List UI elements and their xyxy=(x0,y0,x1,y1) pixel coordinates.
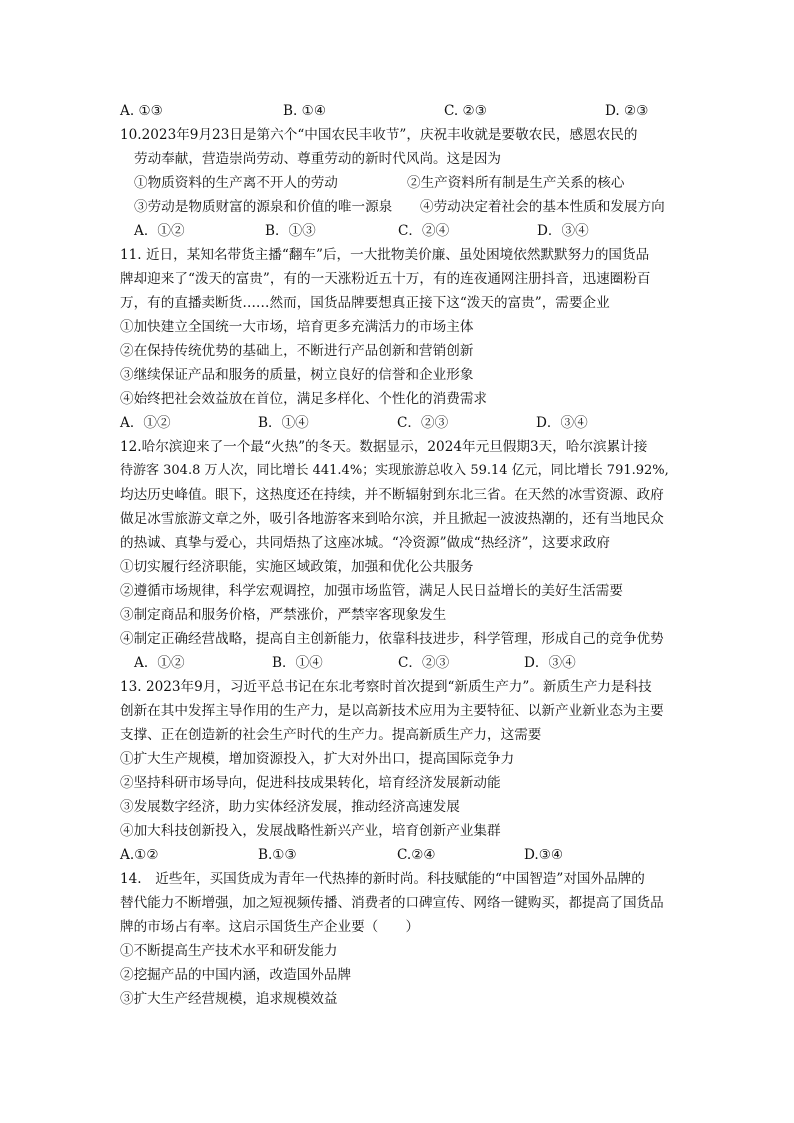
q10-stem-line-1: 10.2023年9月23日是第六个“中国农民丰收节”，庆祝丰收就是要敬农民，感恩农民的 xyxy=(120,127,638,143)
q11-stem-line-1: 11. 近日，某知名带货主播“翻车”后，一大批物美价廉、虽处困境依然默默努力的国货品 xyxy=(120,247,650,263)
q10-option-b: B．①③ xyxy=(265,223,316,239)
q12-stem-line-2: 待游客 304.8 万人次，同比增长 441.4%；实现旅游总收入 59.14 亿元，同比增长 791.92%, xyxy=(120,463,669,478)
q14-item-1: ①不断提高生产技术水平和研发能力 xyxy=(120,943,338,959)
q11-stem-line-2: 牌却迎来了“泼天的富贵”，有的一天涨粉近五十万，有的连夜通网注册抖音，迅速圈粉百 xyxy=(120,271,651,287)
q10-item-4: ④劳动决定着社会的基本性质和发展方向 xyxy=(420,199,665,215)
q14-stem-line-1: 14. 近些年，买国货成为青年一代热捧的新时尚。科技赋能的“中国智造”对国外品牌的 xyxy=(120,871,645,887)
q12-item-1: ①切实履行经济职能，实施区域政策，加强和优化公共服务 xyxy=(120,559,474,575)
q11-item-2: ②在保持传统优势的基础上，不断进行产品创新和营销创新 xyxy=(120,343,474,359)
q11-option-c: C．②③ xyxy=(397,415,449,431)
q9-option-d: D. ②③ xyxy=(605,103,649,119)
q12-item-3: ③制定商品和服务价格，严禁涨价，严禁宰客现象发生 xyxy=(120,607,447,623)
q12-stem-line-5: 的热诚、真挚与爱心，共同焐热了这座冰城。“冷资源”做成“热经济”，这要求政府 xyxy=(120,535,610,551)
q10-item-2: ②生产资料所有制是生产关系的核心 xyxy=(407,175,625,191)
q11-option-a: A．①② xyxy=(120,415,171,431)
q9-option-c: C. ②③ xyxy=(444,103,487,119)
q14-stem-line-2: 替代能力不断增强，加之短视频传播、消费者的口碑宣传、网络一键购买，都提高了国货品 xyxy=(120,895,664,911)
q12-option-a: A．①② xyxy=(134,655,185,671)
q12-stem-line-3: 均达历史峰值。眼下，这热度还在持续，并不断辐射到东北三省。在天然的冰雪资源、政府 xyxy=(120,487,664,503)
q14-item-3: ③扩大生产经营规模，追求规模效益 xyxy=(120,991,338,1007)
q13-item-1: ①扩大生产规模，增加资源投入，扩大对外出口，提高国际竞争力 xyxy=(120,751,515,767)
q13-stem-line-2: 创新在其中发挥主导作用的生产力，是以高新技术应用为主要特征、以新产业新业态为主要 xyxy=(120,703,664,719)
q12-option-c: C．②③ xyxy=(398,655,450,671)
q10-stem-line-2: 劳动奉献，营造崇尚劳动、尊重劳动的新时代风尚。这是因为 xyxy=(134,151,502,167)
q14-stem-line-3: 牌的市场占有率。这启示国货生产企业要（ ） xyxy=(120,919,420,935)
q11-item-1: ①加快建立全国统一大市场，培育更多充满活力的市场主体 xyxy=(120,319,474,335)
q11-stem-line-3: 万，有的直播卖断货……然而，国货品牌要想真正接下这“泼天的富贵”，需要企业 xyxy=(120,295,610,311)
q10-option-a: A．①② xyxy=(134,223,185,239)
q11-item-3: ③继续保证产品和服务的质量，树立良好的信誉和企业形象 xyxy=(120,367,474,383)
q9-option-b: B. ①④ xyxy=(283,103,327,119)
q13-item-2: ②坚持科研市场导向，促进科技成果转化，培育经济发展新动能 xyxy=(120,775,501,791)
q10-option-c: C．②④ xyxy=(398,223,450,239)
q13-item-3: ③发展数字经济，助力实体经济发展，推动经济高速发展 xyxy=(120,799,460,815)
q12-stem-line-4: 做足冰雪旅游文章之外，吸引各地游客来到哈尔滨，并且掀起一波波热潮的，还有当地民众 xyxy=(120,511,664,527)
q12-option-b: B．①④ xyxy=(272,655,323,671)
q12-item-4: ④制定正确经营战略，提高自主创新能力，依靠科技进步，科学管理，形成自己的竞争优势 xyxy=(120,631,664,647)
q10-option-d: D．③④ xyxy=(537,223,589,239)
q9-option-a: A. ①③ xyxy=(120,103,163,119)
q13-stem-line-3: 支撑、正在创造新的社会生产时代的生产力。提高新质生产力，这需要 xyxy=(120,727,542,743)
q14-item-2: ②挖掘产品的中国内涵，改造国外品牌 xyxy=(120,967,352,983)
q13-option-d: D.③④ xyxy=(524,847,564,863)
q13-option-a: A.①② xyxy=(120,847,159,863)
q13-option-b: B.①③ xyxy=(258,847,297,863)
q11-option-d: D．③④ xyxy=(536,415,588,431)
q12-option-d: D．③④ xyxy=(524,655,576,671)
q13-item-4: ④加大科技创新投入，发展战略性新兴产业，培育创新产业集群 xyxy=(120,823,501,839)
q13-stem-line-1: 13. 2023年9月，习近平总书记在东北考察时首次提到“新质生产力”。新质生产力是科技 xyxy=(120,679,652,695)
q10-item-1: ①物质资料的生产离不开人的劳动 xyxy=(134,175,338,191)
q13-option-c: C.②④ xyxy=(397,847,436,863)
q12-stem-line-1: 12.哈尔滨迎来了一个最“火热”的冬天。数据显示，2024年元旦假期3天，哈尔滨累计接 xyxy=(120,439,648,455)
q10-item-3: ③劳动是物质财富的源泉和价值的唯一源泉 xyxy=(134,199,393,215)
q11-item-4: ④始终把社会效益放在首位，满足多样化、个性化的消费需求 xyxy=(120,391,488,407)
q11-option-b: B．①④ xyxy=(258,415,309,431)
q12-item-2: ②遵循市场规律，科学宏观调控，加强市场监管，满足人民日益增长的美好生活需要 xyxy=(120,583,623,599)
